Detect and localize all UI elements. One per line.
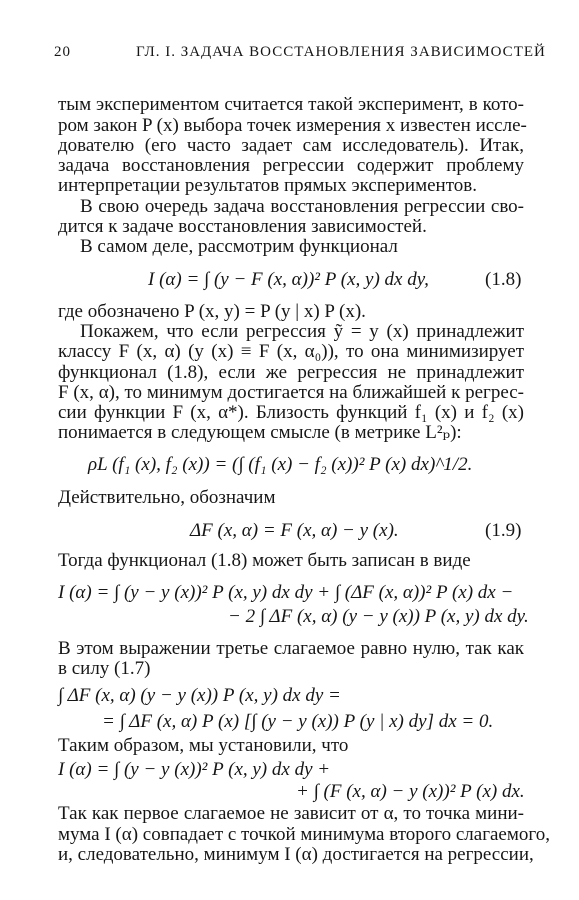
- body-line-3: дователю (его часто задает сам исследователь). Итак,: [58, 135, 524, 156]
- body-line-27: Таким образом, мы установили, что: [58, 735, 349, 756]
- body-line-12: классу F (x, α) (y (x) ≡ F (x, α₀)), то она минимизирует: [58, 341, 524, 362]
- body-line-23: В этом выражении третье слагаемое равно нулю, так как: [58, 638, 524, 659]
- page-number: 20: [54, 44, 71, 60]
- body-line-20: Тогда функционал (1.8) может быть записан в виде: [58, 550, 471, 571]
- equation-final-line-1: I (α) = ∫ (y − y (x))² P (x, y) dx dy +: [58, 759, 331, 780]
- body-line-10: где обозначено P (x, y) = P (y | x) P (x).: [58, 301, 366, 322]
- body-line-1: тым экспериментом считается такой эксперимент, в кото-: [58, 94, 524, 115]
- body-line-13: функционал (1.8), если же регрессия не принадлежит: [58, 362, 524, 383]
- body-line-5: интерпретации результатов прямых экспериментов.: [58, 175, 477, 196]
- body-line-14: F (x, α), то минимум достигается на ближайшей к регрес-: [58, 382, 524, 403]
- body-line-2: ром закон P (x) выбора точек измерения x известен иссле-: [58, 115, 527, 136]
- running-title: ГЛ. I. ЗАДАЧА ВОССТАНОВЛЕНИЯ ЗАВИСИМОСТЕЙ: [136, 44, 546, 60]
- body-line-8: В самом деле, рассмотрим функционал: [80, 236, 398, 257]
- equation-expansion-line-2: − 2 ∫ ΔF (x, α) (y − y (x)) P (x, y) dx dy.: [228, 606, 529, 627]
- body-line-30: Так как первое слагаемое не зависит от α, то точка мини-: [58, 803, 524, 824]
- body-line-15: сии функции F (x, α*). Близость функций f₁ (x) и f₂ (x): [58, 402, 524, 423]
- body-line-16: понимается в следующем смысле (в метрике L²ₚ):: [58, 422, 462, 443]
- body-line-4: задача восстановления регрессии содержит проблему: [58, 155, 524, 176]
- equation-zero-line-2: = ∫ ΔF (x, α) P (x) [∫ (y − y (x)) P (y | x) dy] dx = 0.: [102, 711, 494, 732]
- equation-expansion-line-1: I (α) = ∫ (y − y (x))² P (x, y) dx dy + ∫ (ΔF (x, α))² P (x) dx −: [58, 582, 514, 603]
- body-line-6: В свою очередь задача восстановления регрессии сво-: [80, 196, 524, 217]
- body-line-11: Покажем, что если регрессия ỹ = y (x) принадлежит: [80, 321, 524, 342]
- equation-1-9: ΔF (x, α) = F (x, α) − y (x).: [190, 520, 399, 541]
- equation-rho: ρL (f₁ (x), f₂ (x)) = (∫ (f₁ (x) − f₂ (x))² P (x) dx)^1/2.: [88, 454, 473, 475]
- body-line-18: Действительно, обозначим: [58, 487, 276, 508]
- body-line-31: мума I (α) совпадает с точкой минимума второго слагаемого,: [58, 824, 550, 845]
- equation-zero-line-1: ∫ ΔF (x, α) (y − y (x)) P (x, y) dx dy =: [58, 685, 341, 706]
- equation-1-8: I (α) = ∫ (y − F (x, α))² P (x, y) dx dy,: [148, 269, 429, 290]
- equation-1-8-number: (1.8): [485, 269, 522, 290]
- body-line-24: в силу (1.7): [58, 658, 151, 679]
- equation-1-9-number: (1.9): [485, 520, 522, 541]
- body-line-32: и, следовательно, минимум I (α) достигается на регрессии,: [58, 844, 534, 865]
- equation-final-line-2: + ∫ (F (x, α) − y (x))² P (x) dx.: [296, 781, 525, 802]
- body-line-7: дится к задаче восстановления зависимостей.: [58, 216, 427, 237]
